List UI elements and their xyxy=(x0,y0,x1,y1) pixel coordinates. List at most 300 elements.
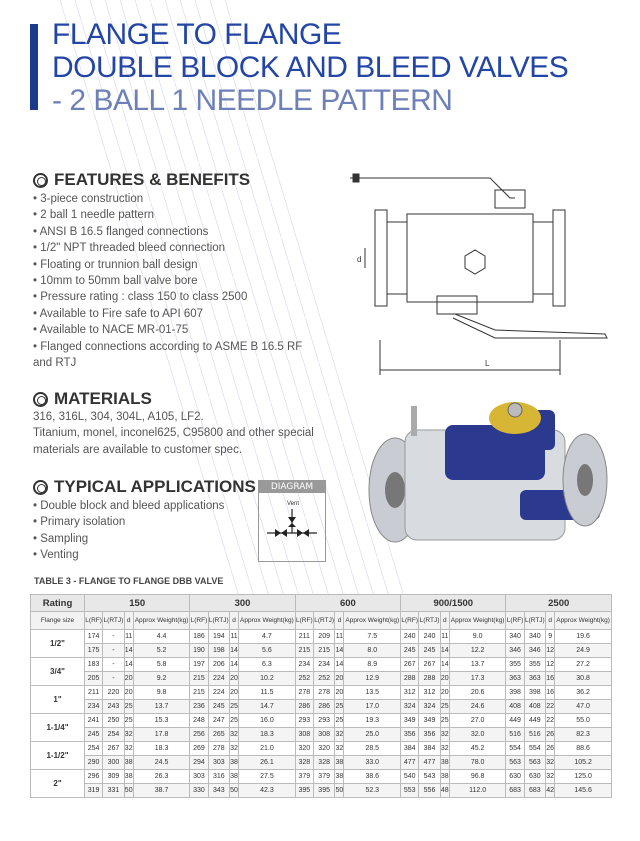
title-line-2: DOUBLE BLOCK AND BLEED VALVES xyxy=(52,51,569,84)
table-cell: 254 xyxy=(103,728,124,742)
table-cell: 25 xyxy=(335,714,344,728)
table-cell: 32 xyxy=(230,728,239,742)
table-cell: 198 xyxy=(208,644,229,658)
applications-heading: TYPICAL APPLICATIONS xyxy=(33,477,263,497)
table-cell: 78.0 xyxy=(449,756,506,770)
title-accent-bar xyxy=(30,24,38,110)
list-item: • Pressure rating : class 150 to class 2500 xyxy=(33,289,333,305)
table-cell: 563 xyxy=(506,756,524,770)
table-cell: 32 xyxy=(124,728,133,742)
table-cell: 355 xyxy=(524,658,545,672)
table-cell: 346 xyxy=(524,644,545,658)
table-cell: 319 xyxy=(85,784,103,798)
list-item: • 2 ball 1 needle pattern xyxy=(33,207,333,223)
table-cell: 45.2 xyxy=(449,742,506,756)
table-cell: 349 xyxy=(419,714,440,728)
table-cell: 294 xyxy=(190,756,208,770)
table-cell: 563 xyxy=(524,756,545,770)
table-cell: 8.9 xyxy=(344,658,401,672)
table-cell: 11.5 xyxy=(239,686,296,700)
table-row xyxy=(31,686,612,700)
table-cell: 14 xyxy=(230,658,239,672)
column-header: L(RTJ) xyxy=(208,612,229,630)
table-cell: 245 xyxy=(419,644,440,658)
table-cell: 328 xyxy=(313,756,334,770)
column-header: d xyxy=(440,612,449,630)
table-cell: 398 xyxy=(524,686,545,700)
table-cell: 250 xyxy=(103,714,124,728)
table-cell: 224 xyxy=(208,672,229,686)
table-cell: 12 xyxy=(546,644,555,658)
table-cell: 328 xyxy=(295,756,313,770)
table-cell: 265 xyxy=(208,728,229,742)
table-row xyxy=(31,784,612,798)
column-header: L(RTJ) xyxy=(103,612,124,630)
column-header: d xyxy=(230,612,239,630)
table-cell: 267 xyxy=(419,658,440,672)
table-cell: 252 xyxy=(313,672,334,686)
column-header: L(RF) xyxy=(190,612,208,630)
table-cell: 293 xyxy=(313,714,334,728)
table-cell: 363 xyxy=(506,672,524,686)
table-cell: 26 xyxy=(546,728,555,742)
table-cell: 300 xyxy=(103,756,124,770)
flange-size-cell: 1-1/2" xyxy=(31,742,85,770)
table-cell: 194 xyxy=(208,630,229,644)
table-cell: 16 xyxy=(546,672,555,686)
table-cell: 346 xyxy=(506,644,524,658)
table-cell: 18.3 xyxy=(133,742,190,756)
table-cell: 324 xyxy=(419,700,440,714)
column-header: d xyxy=(546,612,555,630)
table-cell: 278 xyxy=(313,686,334,700)
table-cell: 220 xyxy=(103,686,124,700)
table-cell: 355 xyxy=(506,658,524,672)
table-cell: 8.0 xyxy=(344,644,401,658)
table-cell: 38.7 xyxy=(133,784,190,798)
table-cell: 312 xyxy=(419,686,440,700)
table-cell: 47.0 xyxy=(555,700,612,714)
table-cell: 22 xyxy=(546,700,555,714)
table-cell: 316 xyxy=(208,770,229,784)
table-cell: - xyxy=(103,658,124,672)
table-cell: 14 xyxy=(124,658,133,672)
table-caption: TABLE 3 - FLANGE TO FLANGE DBB VALVE xyxy=(34,576,224,586)
column-header: Approx Weight(kg) xyxy=(133,612,190,630)
table-cell: 308 xyxy=(295,728,313,742)
table-cell: 28.5 xyxy=(344,742,401,756)
table-cell: 356 xyxy=(419,728,440,742)
table-row xyxy=(31,644,612,658)
list-item: • Double block and bleed applications xyxy=(33,498,263,514)
table-cell: 554 xyxy=(506,742,524,756)
table-cell: 20 xyxy=(230,686,239,700)
flow-diagram-icon xyxy=(259,493,325,561)
table-cell: 288 xyxy=(401,672,419,686)
table-cell: 398 xyxy=(506,686,524,700)
table-cell: 7.5 xyxy=(344,630,401,644)
list-item: • Sampling xyxy=(33,531,263,547)
table-cell: 15.3 xyxy=(133,714,190,728)
column-header: d xyxy=(335,612,344,630)
table-cell: 42.3 xyxy=(239,784,296,798)
table-cell: 9.2 xyxy=(133,672,190,686)
table-cell: 240 xyxy=(401,630,419,644)
table-cell: 38 xyxy=(335,756,344,770)
table-cell: 215 xyxy=(313,644,334,658)
table-cell: 13.7 xyxy=(449,658,506,672)
table-cell: 19.6 xyxy=(555,630,612,644)
table-cell: 32 xyxy=(230,742,239,756)
table-cell: 241 xyxy=(85,714,103,728)
table-cell: 11 xyxy=(440,630,449,644)
table-cell: 324 xyxy=(401,700,419,714)
table-cell: 26.1 xyxy=(239,756,296,770)
table-cell: 340 xyxy=(506,630,524,644)
table-cell: 48 xyxy=(440,784,449,798)
table-cell: 25.0 xyxy=(344,728,401,742)
column-header: L(RF) xyxy=(401,612,419,630)
column-header: Approx Weight(kg) xyxy=(449,612,506,630)
features-section xyxy=(33,170,333,371)
table-cell: 630 xyxy=(506,770,524,784)
rating-900-1500: 900/1500 xyxy=(401,595,506,612)
table-cell: 26.3 xyxy=(133,770,190,784)
table-cell: 20.6 xyxy=(449,686,506,700)
list-item: • Primary isolation xyxy=(33,514,263,530)
table-cell: 50 xyxy=(230,784,239,798)
table-cell: 211 xyxy=(85,686,103,700)
table-cell: 20 xyxy=(124,672,133,686)
table-cell: 320 xyxy=(295,742,313,756)
table-cell: 16 xyxy=(546,686,555,700)
table-cell: 320 xyxy=(313,742,334,756)
table-cell: 477 xyxy=(401,756,419,770)
list-item: • Available to NACE MR-01-75 xyxy=(33,322,333,338)
table-cell: 18.3 xyxy=(239,728,296,742)
table-cell: 516 xyxy=(524,728,545,742)
features-list xyxy=(33,191,333,371)
table-cell: 245 xyxy=(85,728,103,742)
table-cell: 269 xyxy=(190,742,208,756)
table-cell: 449 xyxy=(506,714,524,728)
table-cell: 293 xyxy=(295,714,313,728)
table-cell: 5.2 xyxy=(133,644,190,658)
table-row xyxy=(31,672,612,686)
table-cell: 12.9 xyxy=(344,672,401,686)
table-cell: 16.0 xyxy=(239,714,296,728)
diagram-label: DIAGRAM xyxy=(259,481,325,493)
rating-300: 300 xyxy=(190,595,295,612)
table-cell: 349 xyxy=(401,714,419,728)
table-cell: 11 xyxy=(335,630,344,644)
table-cell: 240 xyxy=(419,630,440,644)
table-cell: 11 xyxy=(230,630,239,644)
table-cell: 9.0 xyxy=(449,630,506,644)
table-cell: 14 xyxy=(335,658,344,672)
page-title xyxy=(52,18,568,117)
table-cell: 379 xyxy=(313,770,334,784)
column-header: L(RF) xyxy=(506,612,524,630)
bullet-circle-icon xyxy=(33,480,48,495)
table-cell: 267 xyxy=(103,742,124,756)
table-cell: 331 xyxy=(103,784,124,798)
table-row xyxy=(31,728,612,742)
diagram-box xyxy=(258,480,326,562)
table-row xyxy=(31,700,612,714)
table-cell: 112.0 xyxy=(449,784,506,798)
table-cell: 683 xyxy=(524,784,545,798)
table-cell: 20 xyxy=(335,686,344,700)
table-cell: 32 xyxy=(335,728,344,742)
table-cell: 36.2 xyxy=(555,686,612,700)
table-cell: 10.2 xyxy=(239,672,296,686)
table-cell: 21.0 xyxy=(239,742,296,756)
l-dimension-label: L xyxy=(485,359,490,368)
table-cell: 308 xyxy=(313,728,334,742)
table-cell: 303 xyxy=(208,756,229,770)
table-row xyxy=(31,658,612,672)
table-cell: 236 xyxy=(190,700,208,714)
table-cell: 24.6 xyxy=(449,700,506,714)
table-cell: 234 xyxy=(85,700,103,714)
table-cell: 554 xyxy=(524,742,545,756)
table-cell: 543 xyxy=(419,770,440,784)
table-cell: 384 xyxy=(401,742,419,756)
table-cell: 26 xyxy=(546,742,555,756)
table-cell: 32 xyxy=(335,742,344,756)
table-cell: 88.6 xyxy=(555,742,612,756)
table-cell: 252 xyxy=(295,672,313,686)
list-item: • 3-piece construction xyxy=(33,191,333,207)
table-cell: 296 xyxy=(85,770,103,784)
table-cell: 96.8 xyxy=(449,770,506,784)
table-cell: 13.5 xyxy=(344,686,401,700)
table-cell: 309 xyxy=(103,770,124,784)
features-heading: FEATURES & BENEFITS xyxy=(33,170,333,190)
table-cell: 32 xyxy=(546,770,555,784)
list-item: • ANSI B 16.5 flanged connections xyxy=(33,224,333,240)
table-row xyxy=(31,756,612,770)
table-cell: 630 xyxy=(524,770,545,784)
table-cell: 14 xyxy=(124,644,133,658)
table-cell: 449 xyxy=(524,714,545,728)
table-cell: 32 xyxy=(440,728,449,742)
table-cell: 27.5 xyxy=(239,770,296,784)
table-cell: 395 xyxy=(295,784,313,798)
flange-size-cell: 1-1/4" xyxy=(31,714,85,742)
table-cell: 343 xyxy=(208,784,229,798)
table-cell: 32.0 xyxy=(449,728,506,742)
table-cell: 27.2 xyxy=(555,658,612,672)
table-cell: 556 xyxy=(419,784,440,798)
table-cell: 379 xyxy=(295,770,313,784)
table-cell: 290 xyxy=(85,756,103,770)
table-cell: 197 xyxy=(190,658,208,672)
column-header: Approx Weight(kg) xyxy=(344,612,401,630)
table-row xyxy=(31,630,612,644)
table-cell: 38 xyxy=(440,756,449,770)
table-cell: 25 xyxy=(440,700,449,714)
materials-heading: MATERIALS xyxy=(33,389,343,409)
table-cell: 14.7 xyxy=(239,700,296,714)
table-cell: - xyxy=(103,672,124,686)
table-cell: 256 xyxy=(190,728,208,742)
table-cell: 20 xyxy=(124,686,133,700)
table-cell: 32 xyxy=(546,756,555,770)
table-cell: 125.0 xyxy=(555,770,612,784)
table-cell: 384 xyxy=(419,742,440,756)
table-cell: 50 xyxy=(335,784,344,798)
column-header: d xyxy=(124,612,133,630)
materials-section xyxy=(33,389,343,458)
dimensions-table xyxy=(30,594,612,798)
column-header: L(RF) xyxy=(85,612,103,630)
table-cell: 4.4 xyxy=(133,630,190,644)
table-cell: 38 xyxy=(124,756,133,770)
table-cell: 13.7 xyxy=(133,700,190,714)
list-item: • Flanged connections according to ASME B 16.5 RF and RTJ xyxy=(33,339,323,372)
table-cell: 330 xyxy=(190,784,208,798)
table-cell: 243 xyxy=(103,700,124,714)
table-cell: 206 xyxy=(208,658,229,672)
table-cell: 38.6 xyxy=(344,770,401,784)
list-item: • Floating or trunnion ball design xyxy=(33,257,333,273)
table-cell: 24.9 xyxy=(555,644,612,658)
table-cell: 683 xyxy=(506,784,524,798)
table-cell: 50 xyxy=(124,784,133,798)
valve-product-photo xyxy=(355,380,620,565)
table-cell: 395 xyxy=(313,784,334,798)
list-item: • Venting xyxy=(33,547,263,563)
table-cell: 205 xyxy=(85,672,103,686)
flange-size-header: Flange size xyxy=(31,612,85,630)
table-row xyxy=(31,742,612,756)
table-cell: 17.8 xyxy=(133,728,190,742)
table-cell: 254 xyxy=(85,742,103,756)
column-header: Approx Weight(kg) xyxy=(555,612,612,630)
table-cell: 356 xyxy=(401,728,419,742)
table-cell: 175 xyxy=(85,644,103,658)
table-cell: 14 xyxy=(230,644,239,658)
column-header: L(RTJ) xyxy=(524,612,545,630)
table-cell: 30.8 xyxy=(555,672,612,686)
table-cell: 38 xyxy=(335,770,344,784)
table-cell: 278 xyxy=(208,742,229,756)
table-cell: 224 xyxy=(208,686,229,700)
column-header: Approx Weight(kg) xyxy=(239,612,296,630)
table-cell: 215 xyxy=(190,672,208,686)
table-cell: 14 xyxy=(440,658,449,672)
table-cell: 408 xyxy=(524,700,545,714)
flange-size-cell: 1/2" xyxy=(31,630,85,658)
table-cell: 27.0 xyxy=(449,714,506,728)
table-cell: 477 xyxy=(419,756,440,770)
materials-text-1: 316, 316L, 304, 304L, A105, LF2. xyxy=(33,411,204,423)
table-cell: 14 xyxy=(335,644,344,658)
table-cell: 38 xyxy=(124,770,133,784)
table-cell: 288 xyxy=(419,672,440,686)
table-cell: 312 xyxy=(401,686,419,700)
table-cell: 32 xyxy=(440,742,449,756)
table-cell: 25 xyxy=(335,700,344,714)
rating-600: 600 xyxy=(295,595,400,612)
table-cell: 32 xyxy=(124,742,133,756)
column-header: L(RTJ) xyxy=(313,612,334,630)
table-cell: 38 xyxy=(440,770,449,784)
table-cell: 12 xyxy=(546,658,555,672)
table-cell: 278 xyxy=(295,686,313,700)
table-cell: 14 xyxy=(440,644,449,658)
table-cell: 24.5 xyxy=(133,756,190,770)
table-cell: 248 xyxy=(190,714,208,728)
flange-size-cell: 2" xyxy=(31,770,85,798)
table-cell: 17.0 xyxy=(344,700,401,714)
table-row xyxy=(31,714,612,728)
list-item: • 1/2" NPT threaded bleed connection xyxy=(33,240,333,256)
table-cell: 211 xyxy=(295,630,313,644)
table-cell: 209 xyxy=(313,630,334,644)
rating-150: 150 xyxy=(85,595,190,612)
table-cell: 25 xyxy=(230,714,239,728)
valve-technical-drawing xyxy=(345,170,620,380)
materials-text-2: Titanium, monel, inconel625, C95800 and other special xyxy=(33,427,314,440)
table-cell: 234 xyxy=(313,658,334,672)
table-cell: 5.6 xyxy=(239,644,296,658)
table-cell: 286 xyxy=(313,700,334,714)
table-cell: 9.8 xyxy=(133,686,190,700)
table-cell: 363 xyxy=(524,672,545,686)
table-cell: 215 xyxy=(190,686,208,700)
table-cell: 6.3 xyxy=(239,658,296,672)
table-cell: 174 xyxy=(85,630,103,644)
bullet-circle-icon xyxy=(33,392,48,407)
column-header: L(RTJ) xyxy=(419,612,440,630)
table-cell: 5.8 xyxy=(133,658,190,672)
table-cell: 12.2 xyxy=(449,644,506,658)
table-cell: 247 xyxy=(208,714,229,728)
table-cell: 553 xyxy=(401,784,419,798)
table-cell: 267 xyxy=(401,658,419,672)
table-cell: 408 xyxy=(506,700,524,714)
table-cell: 540 xyxy=(401,770,419,784)
rating-2500: 2500 xyxy=(506,595,612,612)
vent-label: Vent xyxy=(287,501,300,507)
table-cell: 245 xyxy=(208,700,229,714)
table-cell: 82.3 xyxy=(555,728,612,742)
table-cell: 11 xyxy=(124,630,133,644)
table-cell: 9 xyxy=(546,630,555,644)
table-cell: 20 xyxy=(440,672,449,686)
table-cell: 19.3 xyxy=(344,714,401,728)
table-cell: 17.3 xyxy=(449,672,506,686)
flange-size-cell: 3/4" xyxy=(31,658,85,686)
list-item: • Available to Fire safe to API 607 xyxy=(33,306,333,322)
table-cell: - xyxy=(103,630,124,644)
d-dimension-label: d xyxy=(357,255,362,264)
table-cell: 42 xyxy=(546,784,555,798)
table-cell: 4.7 xyxy=(239,630,296,644)
list-item: • 10mm to 50mm ball valve bore xyxy=(33,273,333,289)
applications-list xyxy=(33,498,263,564)
table-cell: 186 xyxy=(190,630,208,644)
table-cell: 25 xyxy=(440,714,449,728)
table-cell: 33.0 xyxy=(344,756,401,770)
column-header: L(RF) xyxy=(295,612,313,630)
table-cell: 38 xyxy=(230,770,239,784)
table-cell: 55.0 xyxy=(555,714,612,728)
table-cell: 145.6 xyxy=(555,784,612,798)
